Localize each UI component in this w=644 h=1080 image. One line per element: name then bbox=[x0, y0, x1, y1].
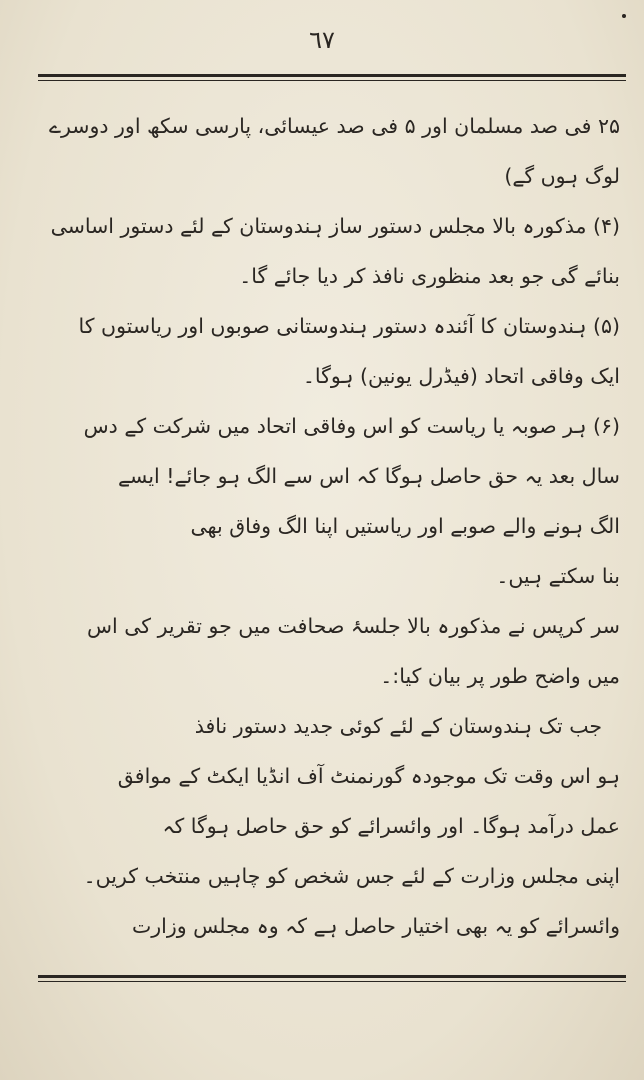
text-line: (۵) ہندوستان کا آئندہ دستور ہندوستانی صوبوں اور ریاستوں کا bbox=[78, 314, 620, 338]
text-line: لوگ ہوں گے) bbox=[504, 164, 620, 188]
header-rule bbox=[38, 74, 626, 77]
text-line: الگ ہونے والے صوبے اور ریاستیں اپنا الگ وفاق بھی bbox=[190, 514, 620, 538]
header-rule-thin bbox=[38, 80, 626, 81]
footer-rule bbox=[38, 975, 626, 978]
page-number: ٦٧ bbox=[309, 26, 335, 54]
quote-line: عمل درآمد ہوگا۔ اور وائسرائے کو حق حاصل ہوگا کہ bbox=[162, 814, 620, 838]
page-speck bbox=[622, 14, 626, 18]
text-line: سال بعد یہ حق حاصل ہوگا کہ اس سے الگ ہو جائے! ایسے bbox=[118, 464, 620, 488]
text-line: سر کرپس نے مذکورہ بالا جلسۂ صحافت میں جو تقریر کی اس bbox=[86, 614, 620, 638]
quote-line: جب تک ہندوستان کے لئے کوئی جدید دستور نافذ bbox=[194, 714, 602, 738]
quote-line: وائسرائے کو یہ بھی اختیار حاصل ہے کہ وہ مجلس وزارت bbox=[131, 914, 620, 938]
text-line: ۲۵ فی صد مسلمان اور ۵ فی صد عیسائی، پارسی سکھ اور دوسرے bbox=[48, 114, 620, 138]
quote-line: اپنی مجلس وزارت کے لئے جس شخص کو چاہیں منتخب کریں۔ bbox=[83, 864, 620, 888]
text-line: ایک وفاقی اتحاد (فیڈرل یونین) ہوگا۔ bbox=[302, 364, 620, 388]
text-line: بنائے گی جو بعد منظوری نافذ کر دیا جائے گا۔ bbox=[239, 264, 620, 288]
body-text bbox=[40, 104, 620, 954]
text-line: (۴) مذکورہ بالا مجلس دستور ساز ہندوستان کے لئے دستور اساسی bbox=[50, 214, 620, 238]
text-line: (۶) ہر صوبہ یا ریاست کو اس وفاقی اتحاد میں شرکت کے دس bbox=[83, 414, 620, 438]
text-line: بنا سکتے ہیں۔ bbox=[496, 564, 620, 588]
footer-rule-thin bbox=[38, 981, 626, 982]
text-line: میں واضح طور پر بیان کیا:۔ bbox=[380, 664, 620, 688]
quote-line: ہو اس وقت تک موجودہ گورنمنٹ آف انڈیا ایکٹ کے موافق bbox=[117, 764, 620, 788]
